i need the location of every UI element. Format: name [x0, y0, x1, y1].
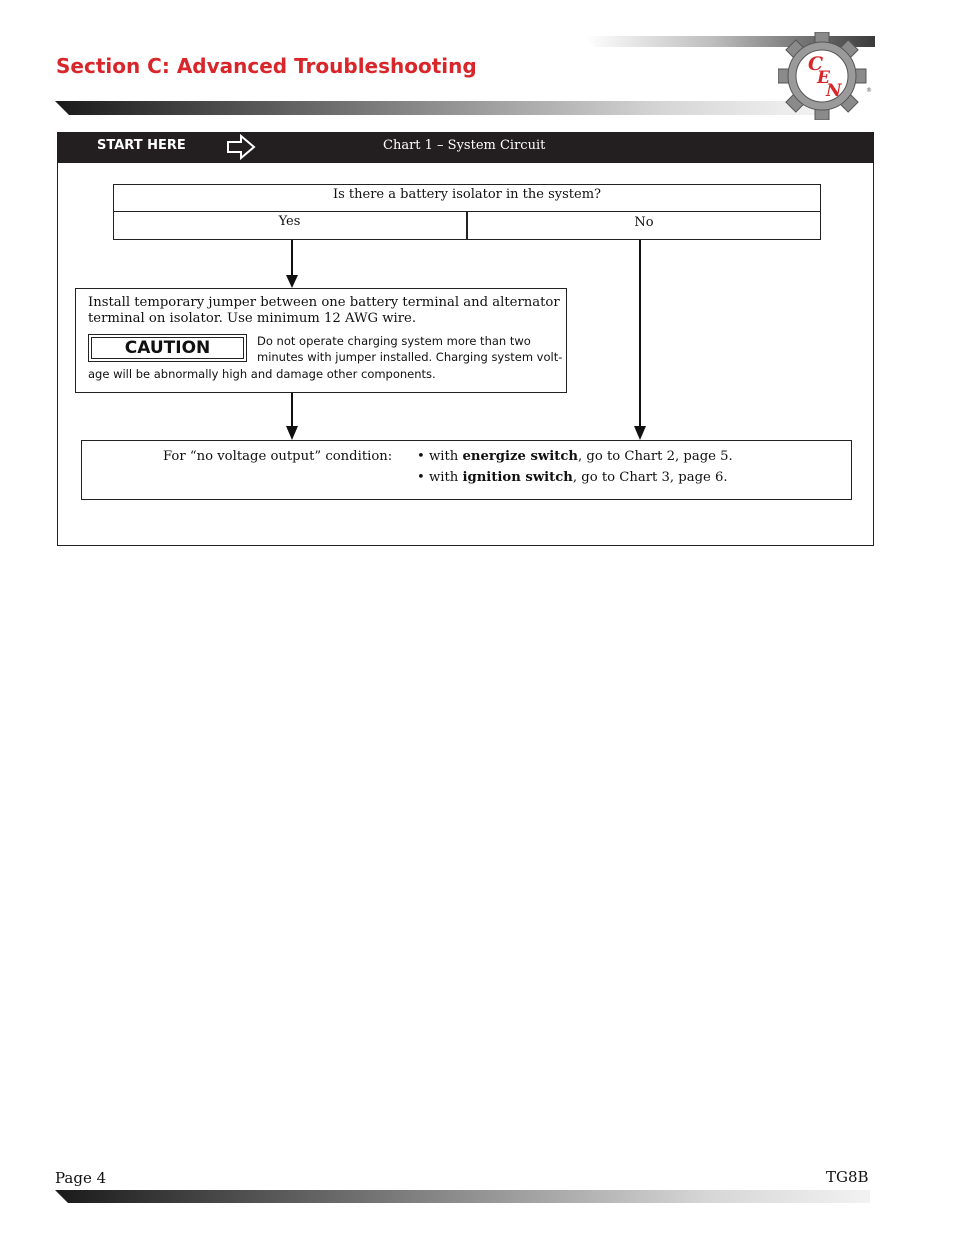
- caution-line-1: Do not operate charging system more than two: [257, 334, 531, 348]
- page-number: Page 4: [55, 1169, 107, 1187]
- caution-line-3: age will be abnormally high and damage other components.: [88, 367, 436, 381]
- result-item-ignition: [417, 470, 728, 485]
- answer-no: No: [634, 215, 654, 230]
- bullet: •: [417, 470, 425, 485]
- cen-gear-logo-icon: [778, 32, 874, 120]
- install-line-1: Install temporary jumper between one battery terminal and alternator: [88, 295, 560, 310]
- caution-label: CAUTION: [91, 337, 244, 359]
- answer-yes: Yes: [278, 214, 301, 229]
- result-suffix: , go to Chart 2, page 5.: [578, 449, 733, 464]
- result-bold: energize switch: [462, 449, 578, 464]
- caution-line-2: minutes with jumper installed. Charging system volt-: [257, 350, 563, 364]
- question-text: Is there a battery isolator in the system?: [332, 187, 601, 202]
- svg-text:N: N: [826, 81, 842, 101]
- svg-text:C: C: [808, 53, 824, 75]
- result-prefix: with: [428, 449, 463, 464]
- header-divider-bar: [55, 101, 815, 115]
- document-code: TG8B: [826, 1168, 869, 1186]
- result-bold: ignition switch: [462, 470, 573, 485]
- result-item-energize: [417, 449, 733, 464]
- result-prefix: with: [428, 470, 463, 485]
- caution-badge: [88, 334, 247, 362]
- start-here-label: START HERE: [97, 138, 186, 153]
- section-title: Section C: Advanced Troubleshooting: [56, 54, 477, 78]
- install-jumper-text: [88, 295, 568, 326]
- right-arrow-icon: [226, 134, 256, 160]
- svg-text:®: ®: [866, 87, 872, 94]
- result-suffix: , go to Chart 3, page 6.: [572, 470, 728, 485]
- install-line-2: terminal on isolator. Use minimum 12 AWG wire.: [88, 310, 417, 326]
- footer-divider-bar: [55, 1190, 870, 1203]
- result-label: For “no voltage output” condition:: [163, 449, 393, 464]
- bullet: •: [417, 449, 425, 464]
- svg-text:E: E: [817, 68, 830, 88]
- chart-title: Chart 1 – System Circuit: [383, 138, 546, 153]
